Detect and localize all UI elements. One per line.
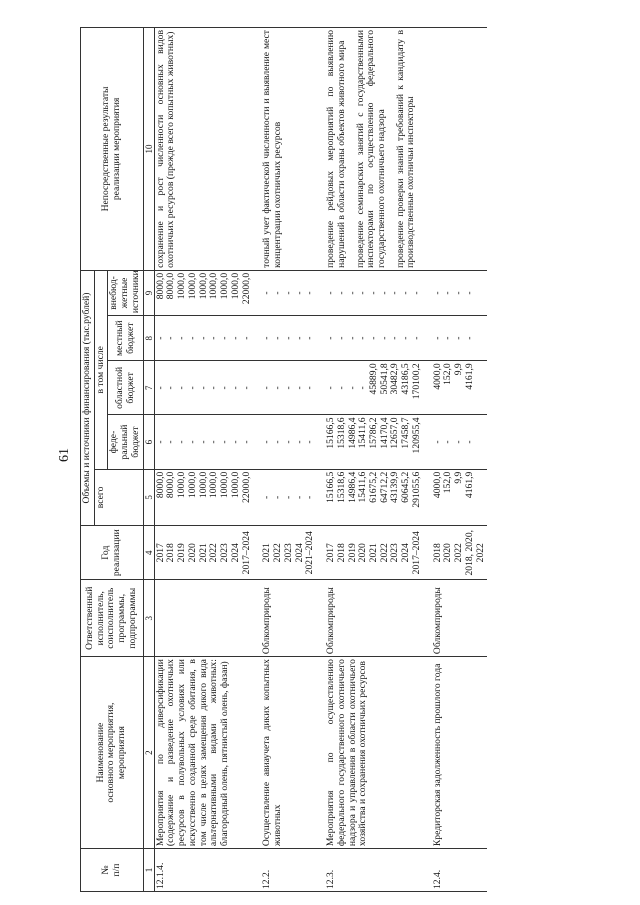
- col-number: 3: [143, 580, 154, 657]
- header-executor: Ответственный исполнитель, соисполнитель программы, подпрограммы: [81, 580, 144, 657]
- table-row: [154, 28, 253, 892]
- row-extra: - - - - - - - - -: [325, 270, 424, 315]
- result-item: проведение проверки знаний требований к кандидату в производственные охотничьи инспекторы: [394, 30, 417, 268]
- col-number: 10: [143, 28, 154, 271]
- program-table: [80, 27, 487, 892]
- result-item: проведение рейдовых мероприятий по выявлению нарушений в области охраны объектов животного мира: [325, 30, 347, 268]
- row-name: Мероприятия по диверсификации (содержание и разведение охотничьих ресурсов в полувольных условиях или искусственно созданной среде обитания, в том числе в целях замещения дикого вида альтернативными видами животных: благородный олень, пятнистый олень, фазан): [154, 657, 253, 849]
- row-executor: Облкомприроды: [432, 580, 488, 657]
- rotated-page: [80, 27, 600, 892]
- header-name: Наименование основного мероприятия, мероприятия: [81, 657, 144, 849]
- row-total: 8000,0 8000,0 1000,0 1000,0 1000,0 1000,0 1000,0 1000,0 22000,0: [154, 469, 253, 525]
- row-total: 4000,0 152,0 9,9 4161,9: [432, 469, 488, 525]
- table-row: [325, 28, 424, 892]
- row-results: [432, 28, 488, 271]
- row-executor: Облкомприроды: [325, 580, 424, 657]
- col-number: 2: [143, 657, 154, 849]
- header-funding: Объемы и источники финансирования (тыс.рублей): [81, 270, 95, 525]
- row-loc: - - - - - - - - -: [154, 316, 253, 361]
- row-number: 12.2.: [261, 849, 317, 892]
- row-name: Кредиторская задолженность прошлого года: [432, 657, 488, 849]
- table-row: [261, 28, 317, 892]
- header-loc: местный бюджет: [108, 316, 143, 361]
- row-fed: - - - - - - - - -: [154, 415, 253, 469]
- row-results: точный учет фактической численности и выявление мест концентрации охотничьих ресурсов: [261, 28, 317, 271]
- row-executor: [154, 580, 253, 657]
- row-total: 15166,5 15318,6 14986,4 15411,6 61675,2 64712,2 43139,9 60645,2 291055,6: [325, 469, 424, 525]
- header-fed: феде- ральный бюджет: [108, 415, 143, 469]
- result-item: проведение семинарских занятий с государственными инспекторами по осуществлению федерального государственного охотничьего надзора: [354, 30, 387, 268]
- row-fed: - - - -: [432, 415, 488, 469]
- row-reg: 4000,0 152,0 9,9 4161,9: [432, 361, 488, 415]
- page-number: 61: [57, 448, 72, 462]
- col-number: 4: [143, 526, 154, 580]
- table-row: [432, 28, 488, 892]
- row-number: 12.1.4.: [154, 849, 253, 892]
- col-number: 7: [143, 361, 154, 415]
- row-years: 2017 2018 2019 2020 2021 2022 2023 2024 2017–2024: [325, 526, 424, 580]
- row-loc: - - - - -: [261, 316, 317, 361]
- row-extra: 8000,0 8000,0 1000,0 1000,0 1000,0 1000,0 1000,0 1000,0 22000,0: [154, 270, 253, 315]
- col-number: 1: [143, 849, 154, 892]
- row-total: - - - - -: [261, 469, 317, 525]
- row-years: 2017 2018 2019 2020 2021 2022 2023 2024 2017–2024: [154, 526, 253, 580]
- row-years: 2018 2020 2022 2018, 2020, 2022: [432, 526, 488, 580]
- row-number: 12.4.: [432, 849, 488, 892]
- row-loc: - - - -: [432, 316, 488, 361]
- row-loc: - - - - - - - - -: [325, 316, 424, 361]
- header-reg: областной бюджет: [108, 361, 143, 415]
- header-extra: внебюд- жетные источники: [108, 270, 143, 315]
- row-years: 2021 2022 2023 2024 2021–2024: [261, 526, 317, 580]
- row-name: Мероприятия по осуществлению федерального государственного охотничьего надзора и управления в области охотничьего хозяйства и сохранения охотничьих ресурсов: [325, 657, 424, 849]
- header-incl: в том числе: [94, 270, 108, 469]
- col-number: 9: [143, 270, 154, 315]
- header-results: Непосредственные результаты реализации мероприятия: [81, 28, 144, 271]
- row-reg: - - - - 45889,0 50541,8 30482,9 43186,5 170100,2: [325, 361, 424, 415]
- row-name: Осуществление авиаучета диких копытных животных: [261, 657, 317, 849]
- col-number: 8: [143, 316, 154, 361]
- row-fed: 15166,5 15318,6 14986,4 15411,6 15786,2 14170,4 12657,0 17458,7 120955,4: [325, 415, 424, 469]
- row-extra: - - - - -: [261, 270, 317, 315]
- col-number: 6: [143, 415, 154, 469]
- header-total: всего: [94, 469, 143, 525]
- row-executor: Облкомприроды: [261, 580, 317, 657]
- row-reg: - - - - -: [261, 361, 317, 415]
- row-reg: - - - - - - - - -: [154, 361, 253, 415]
- header-year: Год реализации: [81, 526, 144, 580]
- row-results: сохранение и рост численности основных видов охотничьих ресурсов (прежде всего копытных животных): [154, 28, 253, 271]
- row-results: [325, 28, 424, 271]
- header-no: № п/п: [81, 849, 144, 892]
- col-number: 5: [143, 469, 154, 525]
- row-fed: - - - - -: [261, 415, 317, 469]
- row-extra: - - - -: [432, 270, 488, 315]
- row-number: 12.3.: [325, 849, 424, 892]
